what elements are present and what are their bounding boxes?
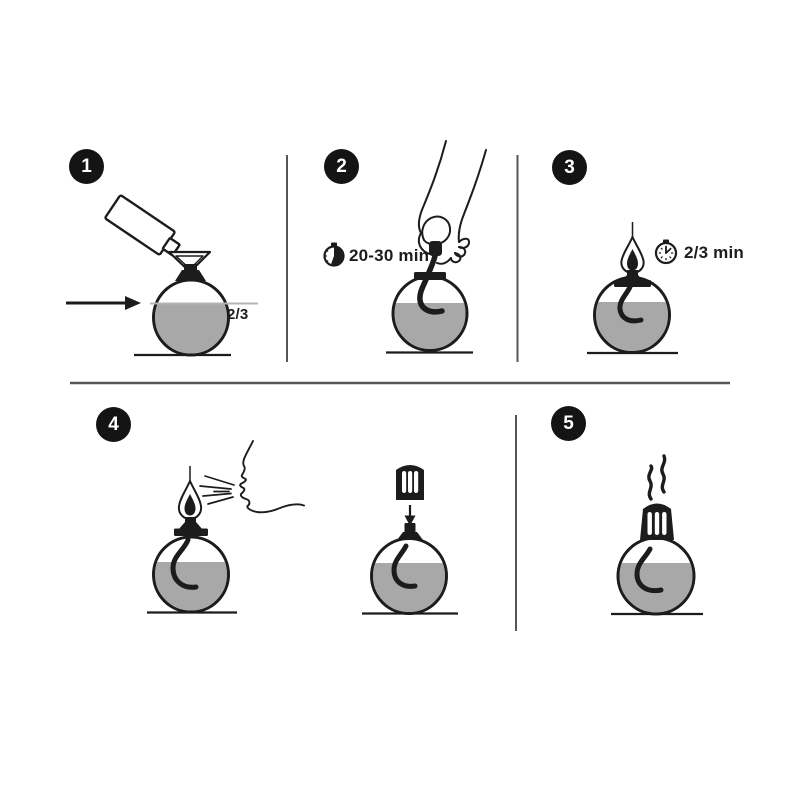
step1-panel	[66, 195, 258, 356]
step1-badge: 1	[69, 149, 104, 184]
lamp-icon	[618, 538, 695, 616]
fragrance-smoke-icon	[649, 456, 665, 499]
flame-icon	[179, 466, 201, 519]
stopwatch-icon	[656, 240, 676, 264]
burner-collar	[174, 517, 208, 536]
step5-panel	[611, 456, 703, 616]
down-arrow-icon	[405, 505, 416, 526]
lamp-liquid	[153, 304, 229, 356]
lamp-icon	[594, 278, 670, 354]
blowing-face-icon	[240, 441, 304, 512]
step2-badge: 2	[324, 149, 359, 184]
step3-timer-label: 2/3 min	[684, 243, 744, 262]
step4-panel	[147, 441, 304, 613]
step5-badge: 5	[551, 406, 586, 441]
burner-collar	[175, 264, 206, 281]
lamp-liquid	[594, 302, 670, 353]
blow-lines	[200, 476, 234, 504]
lamp-icon	[153, 280, 229, 356]
step4-badge: 4	[96, 407, 131, 442]
lamp-icon	[153, 537, 229, 613]
step2-timer-label: 20-30 min	[349, 246, 430, 265]
lamp-icon	[393, 277, 468, 354]
step4b-panel	[362, 465, 458, 615]
flame-icon	[621, 222, 643, 273]
lamp-icon	[371, 539, 447, 616]
vented-cap-icon	[640, 504, 674, 541]
fill-arrow-icon	[66, 296, 141, 310]
vented-cap-icon	[396, 465, 424, 500]
lamp-liquid	[371, 563, 447, 615]
step3-panel	[587, 222, 678, 353]
step3-badge: 3	[552, 150, 587, 185]
fill-level-label: 2/3	[227, 306, 249, 323]
stopwatch-elapsed-icon	[325, 243, 344, 266]
